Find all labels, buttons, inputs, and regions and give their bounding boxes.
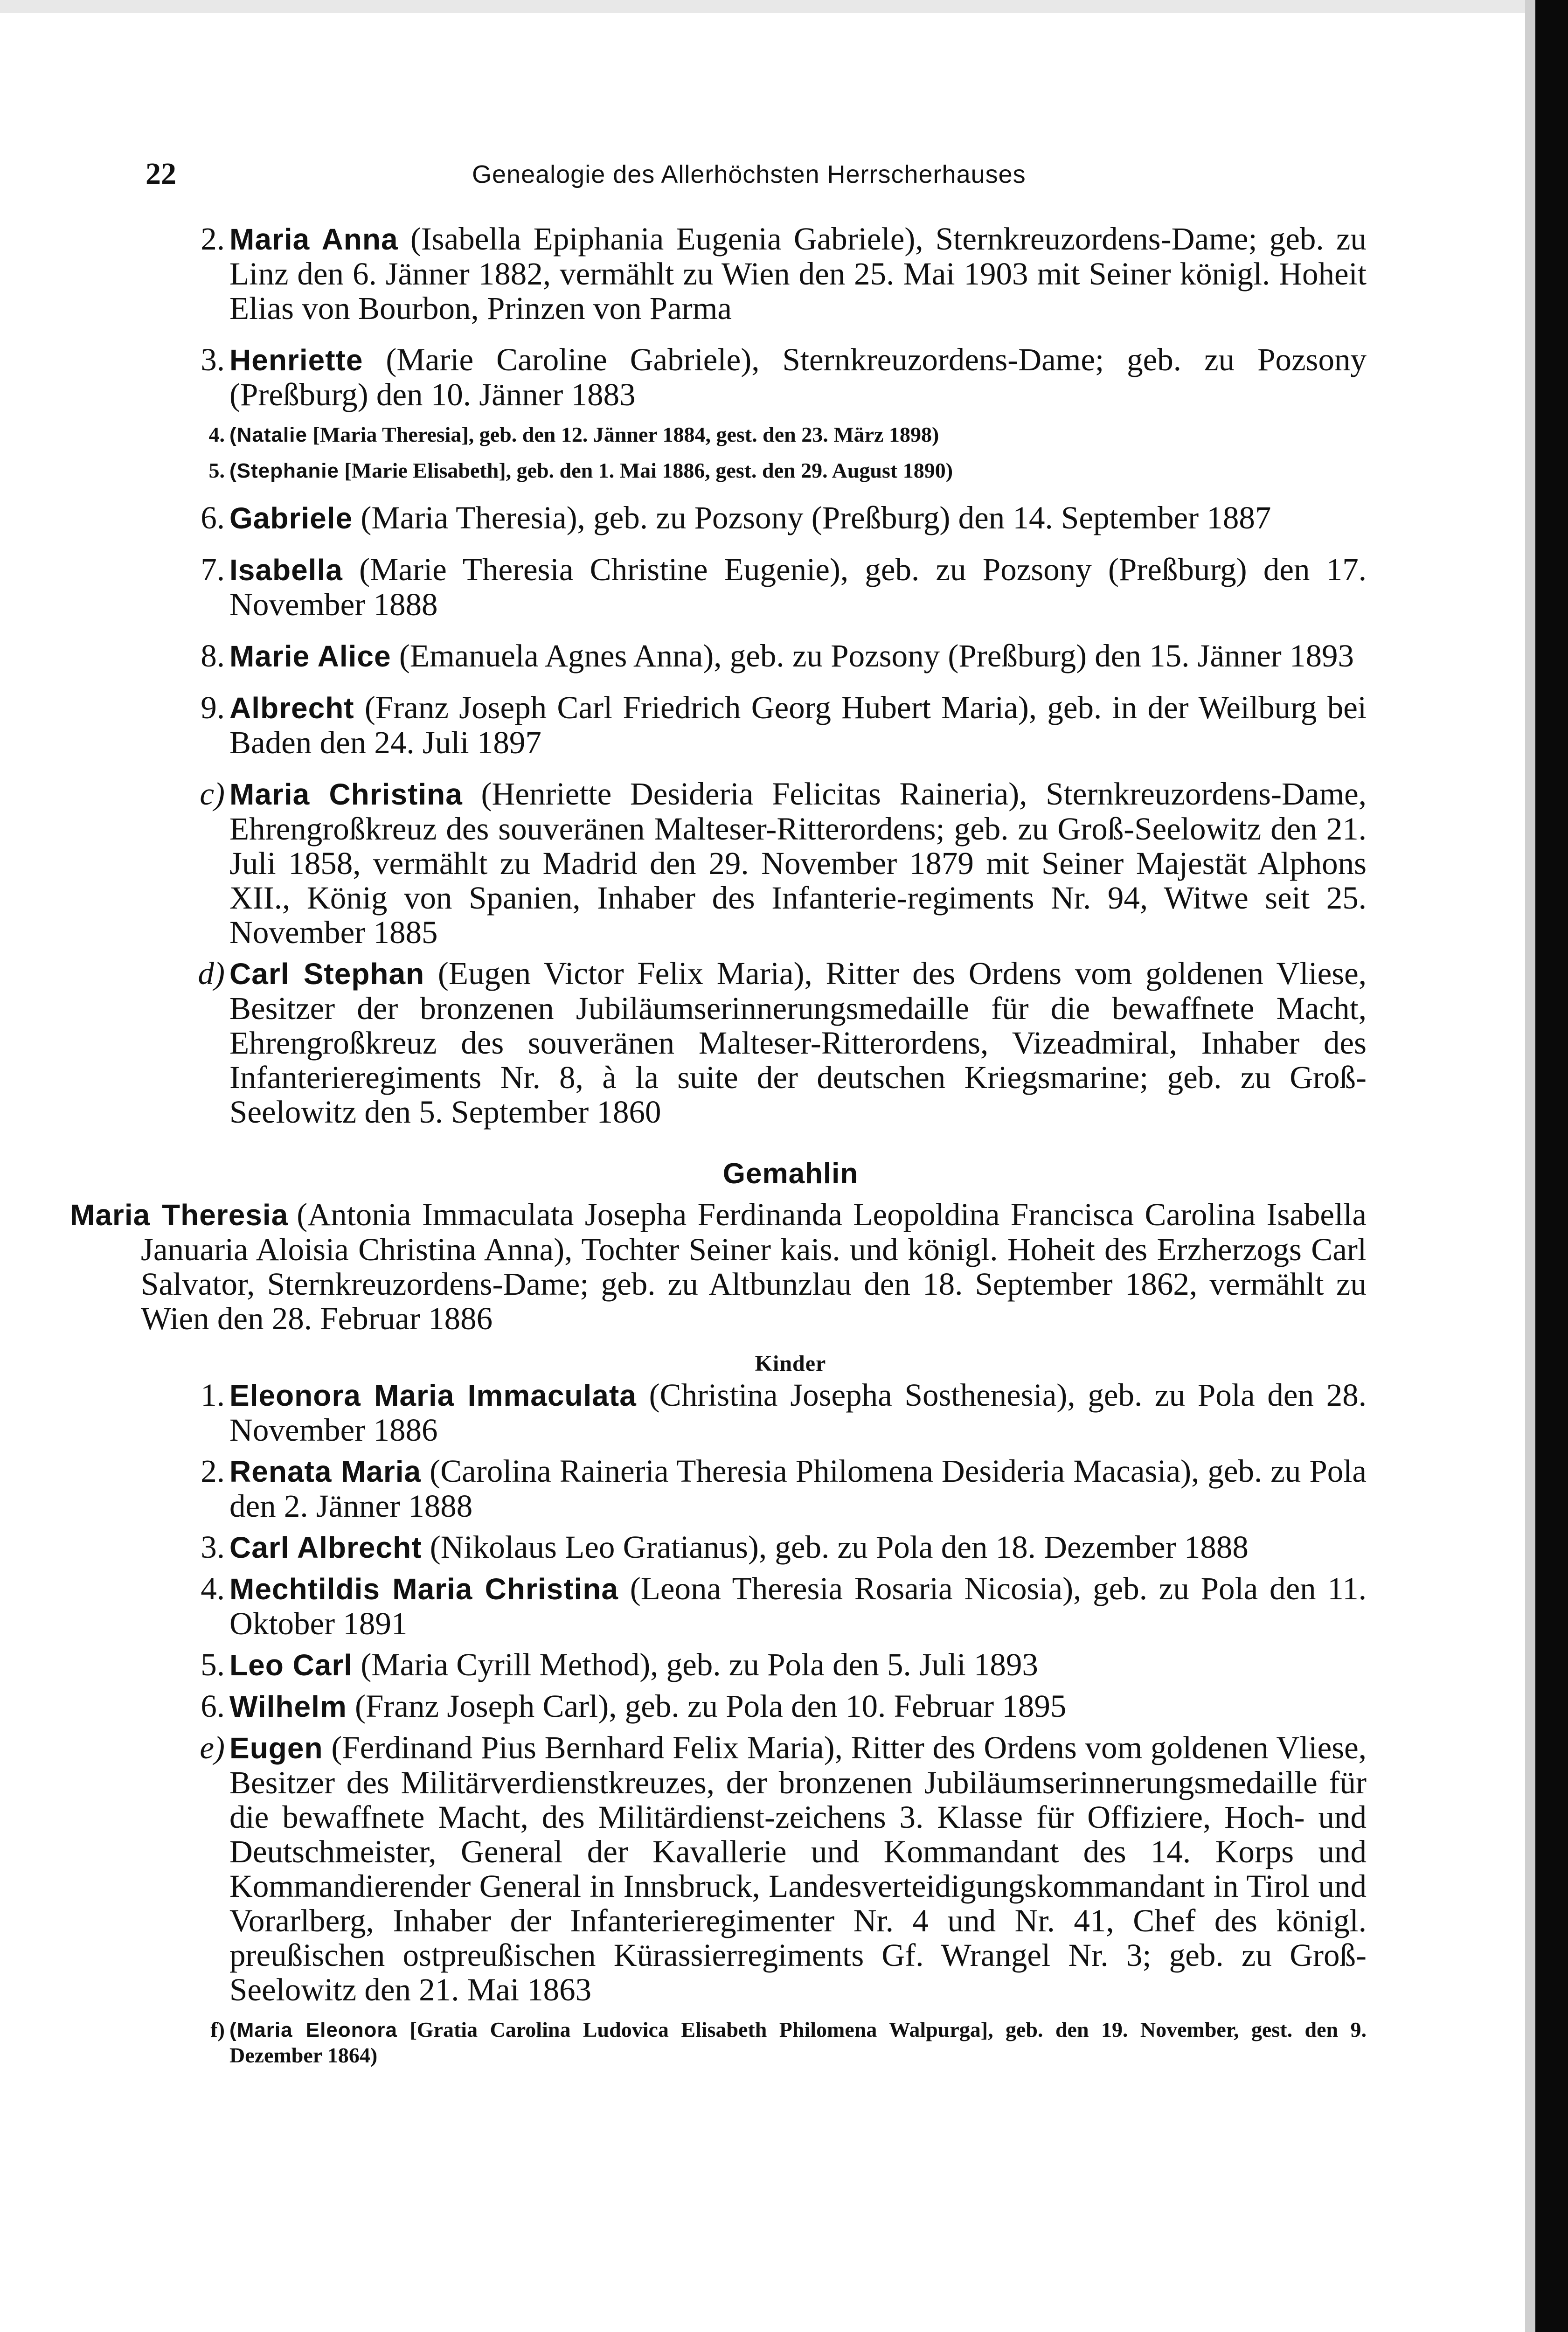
person-details: (Leona Theresia Rosaria Nicosia), geb. zu Pola den 11. Oktober 1891 — [229, 1571, 1367, 1641]
item-body — [229, 1689, 1367, 1724]
item-body — [229, 1454, 1367, 1523]
consort-entry — [70, 1197, 1367, 1336]
item-number: 3. — [201, 342, 225, 377]
person-details: (Antonia Immaculata Josepha Ferdinanda Leopoldina Francisca Carolina Isabella Januaria Aloisia Christina Anna), Tochter Seiner kais. und königl. Hoheit des Erzherzogs Carl Salvator, Sternkreuzordens-Dame; geb. zu Altbunzlau den 18. September 1862, vermählt zu Wien den 28. Februar 1886 — [141, 1197, 1367, 1336]
item-letter: d) — [198, 956, 225, 991]
list-item — [159, 956, 1367, 1129]
item-letter: e) — [200, 1730, 225, 1765]
item-body — [229, 342, 1367, 412]
person-name: Carl Stephan — [229, 957, 425, 991]
person-name: Henriette — [229, 343, 363, 377]
person-details: (Franz Joseph Carl Friedrich Georg Hubert Maria), geb. in der Weilburg bei Baden den 24. Juli 1897 — [229, 690, 1367, 760]
item-letter: f) — [210, 2018, 225, 2041]
list-item — [159, 1530, 1367, 1565]
list-item — [159, 777, 1367, 950]
person-name: Leo Carl — [229, 1648, 353, 1682]
person-details: (Emanuela Agnes Anna), geb. zu Pozsony (Preßburg) den 15. Jänner 1893 — [399, 638, 1354, 673]
item-number: 6. — [201, 1688, 225, 1724]
person-details: (Nikolaus Leo Gratianus), geb. zu Pola den 18. Dezember 1888 — [430, 1529, 1249, 1565]
scan-right-edge — [1535, 0, 1568, 2332]
item-body — [229, 222, 1367, 326]
item-body — [229, 1530, 1367, 1565]
person-name: Maria Theresia — [70, 1198, 289, 1232]
person-details: [Marie Elisabeth], geb. den 1. Mai 1886, gest. den 29. August 1890) — [344, 458, 953, 482]
list-item — [159, 458, 1367, 484]
scan-top-edge — [0, 0, 1535, 13]
list-item — [159, 1454, 1367, 1523]
item-body — [229, 777, 1367, 950]
person-details: (Ferdinand Pius Bernhard Felix Maria), Ritter des Ordens vom goldenen Vliese, Besitzer des Militärverdienstkreuzes, der bronzenen Jubiläumserinnerungsmedaille für die bewaffnete Macht, des Militärdienst-zeichens 3. Klasse für Offiziere, Hoch- und Deutschmeister, General der Kavallerie und Kommandant des 14. Korps und Kommandierender General in Innsbruck, Landesverteidigungskommandant in Tirol und Vorarlberg, Inhaber der Infanterieregimenter Nr. 4 und Nr. 41, Chef des königl. preußischen ostpreußischen Kürassierregiments Gf. Wrangel Nr. 3; geb. zu Groß-Seelowitz den 21. Mai 1863 — [229, 1730, 1367, 2007]
section-heading-consort: Gemahlin — [722, 1158, 859, 1190]
person-details: (Maria Theresia), geb. zu Pozsony (Preßburg) den 14. September 1887 — [361, 500, 1271, 535]
item-body — [229, 690, 1367, 760]
list-item — [159, 1647, 1367, 1682]
list-item — [159, 1689, 1367, 1724]
item-number: 7. — [201, 552, 225, 587]
person-details: [Gratia Carolina Ludovica Elisabeth Philomena Walpurga], geb. den 19. November, gest. den 9. Dezember 1864) — [229, 2018, 1367, 2067]
item-body — [229, 552, 1367, 622]
person-name: Maria Anna — [229, 222, 398, 256]
person-details: (Marie Caroline Gabriele), Sternkreuzordens-Dame; geb. zu Pozsony (Preßburg) den 10. Jänner 1883 — [229, 342, 1367, 412]
item-number: 2. — [201, 1453, 225, 1489]
list-item — [159, 1378, 1367, 1447]
list-item — [159, 342, 1367, 412]
item-number: 6. — [201, 500, 225, 535]
person-details: (Christina Josepha Sosthenesia), geb. zu Pola den 28. November 1886 — [229, 1377, 1367, 1448]
item-body — [229, 500, 1367, 535]
scan-edge-shadow — [1525, 0, 1535, 2332]
person-name: Gabriele — [229, 501, 353, 535]
person-details: (Franz Joseph Carl), geb. zu Pola den 10. Februar 1895 — [355, 1688, 1067, 1724]
item-number: 5. — [201, 1647, 225, 1682]
person-name: (Stephanie — [229, 459, 339, 482]
item-number: 9. — [201, 690, 225, 725]
list-item — [159, 500, 1367, 535]
item-body — [229, 1378, 1367, 1447]
item-letter: c) — [200, 776, 225, 812]
person-name: Renata Maria — [229, 1455, 422, 1488]
running-head: Genealogie des Allerhöchsten Herrscherhauses — [472, 160, 1026, 188]
list-item — [159, 690, 1367, 760]
person-details: (Henriette Desideria Felicitas Raineria), Sternkreuzordens-Dame, Ehrengroßkreuz des souveränen Malteser-Ritterordens; geb. zu Groß-Seelowitz den 21. Juli 1858, vermählt zu Madrid den 29. November 1879 mit Seiner Majestät Alphons XII., König von Spanien, Inhaber des Infanterie-regiments Nr. 94, Witwe seit 25. November 1885 — [229, 776, 1367, 950]
item-body — [229, 1571, 1367, 1641]
list-item — [159, 639, 1367, 673]
item-number: 5. — [208, 458, 225, 482]
person-name: Wilhelm — [229, 1690, 347, 1723]
list-item — [159, 1730, 1367, 2007]
person-details: (Eugen Victor Felix Maria), Ritter des Ordens vom goldenen Vliese, Besitzer der bronzenen Jubiläumserinnerungsmedaille für die bewaffnete Macht, Ehrengroßkreuz des souveränen Malteser-Ritterordens, Vizeadmiral, Inhaber des Infanterieregiments Nr. 8, à la suite der deutschen Kriegsmarine; geb. zu Groß-Seelowitz den 5. September 1860 — [229, 956, 1367, 1130]
person-details: (Marie Theresia Christine Eugenie), geb. zu Pozsony (Preßburg) den 17. November 1888 — [229, 552, 1367, 622]
item-body — [229, 1730, 1367, 2007]
person-name: Isabella — [229, 553, 343, 587]
person-name: Mechtildis Maria Christina — [229, 1572, 619, 1606]
person-name: (Maria Eleonora — [229, 2019, 398, 2041]
person-name: Albrecht — [229, 691, 354, 725]
item-body — [229, 2017, 1367, 2068]
item-number: 8. — [201, 638, 225, 673]
person-details: (Carolina Raineria Theresia Philomena Desideria Macasia), geb. zu Pola den 2. Jänner 1888 — [229, 1453, 1367, 1524]
list-item — [159, 422, 1367, 448]
section-heading-children: Kinder — [755, 1351, 826, 1376]
item-number: 1. — [201, 1377, 225, 1413]
page-body — [70, 221, 1367, 2068]
list-item — [159, 222, 1367, 326]
page-header — [146, 156, 1372, 198]
person-name: Eugen — [229, 1731, 323, 1765]
item-number: 2. — [201, 221, 225, 257]
item-body — [229, 458, 1367, 484]
item-body — [229, 422, 1367, 448]
list-item — [159, 2017, 1367, 2068]
item-number: 4. — [201, 1571, 225, 1606]
item-number: 3. — [201, 1529, 225, 1565]
item-body — [229, 1647, 1367, 1682]
person-name: Marie Alice — [229, 639, 391, 673]
person-details: [Maria Theresia], geb. den 12. Jänner 1884, gest. den 23. März 1898) — [312, 423, 939, 446]
person-name: Maria Christina — [229, 777, 463, 811]
list-item — [159, 1571, 1367, 1641]
person-name: Carl Albrecht — [229, 1531, 422, 1564]
person-name: (Natalie — [229, 423, 307, 446]
page-number: 22 — [146, 157, 176, 191]
item-body — [229, 639, 1367, 673]
person-details: (Maria Cyrill Method), geb. zu Pola den 5. Juli 1893 — [361, 1647, 1038, 1682]
person-name: Eleonora Maria Immaculata — [229, 1379, 637, 1412]
list-item — [159, 552, 1367, 622]
item-number: 4. — [208, 423, 225, 446]
person-details: (Isabella Epiphania Eugenia Gabriele), Sternkreuzordens-Dame; geb. zu Linz den 6. Jänner 1882, vermählt zu Wien den 25. Mai 1903 mit Seiner königl. Hoheit Elias von Bourbon, Prinzen von Parma — [229, 221, 1367, 326]
item-body — [229, 956, 1367, 1129]
